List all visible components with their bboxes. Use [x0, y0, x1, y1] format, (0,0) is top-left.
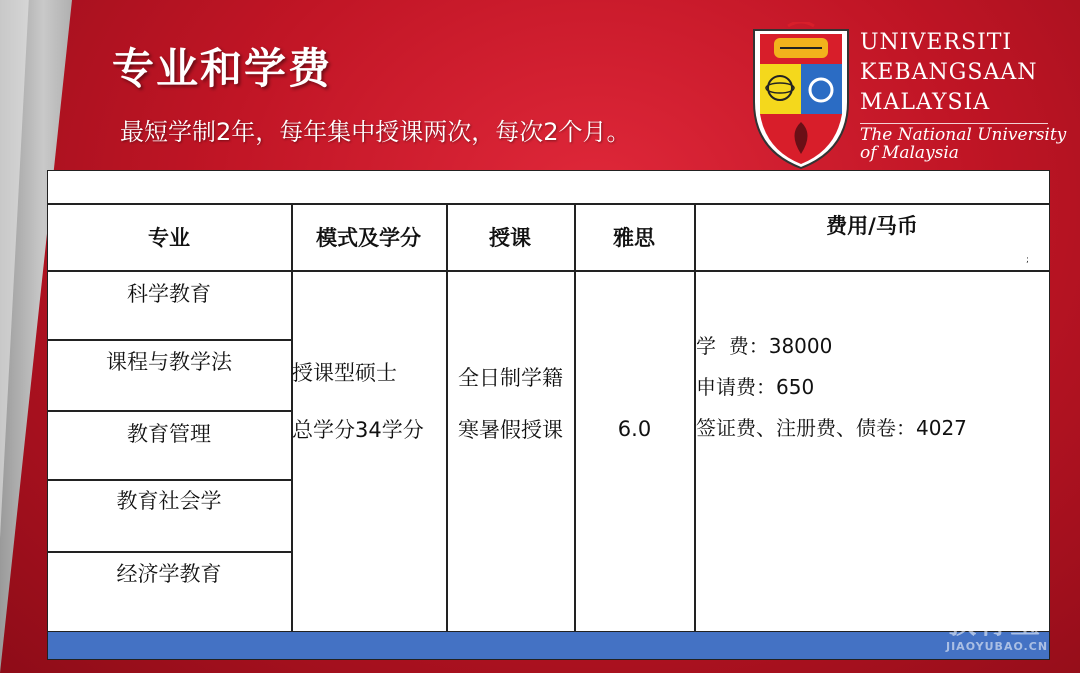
mode-cell: 总学分34学分 — [292, 418, 424, 442]
watermark — [946, 598, 1048, 653]
header-mode: 模式及学分 — [316, 226, 421, 250]
university-tagline: The National University — [860, 125, 1067, 145]
major-cell: 教育社会学 — [116, 489, 222, 513]
university-name-line: UNIVERSITI — [860, 30, 1013, 55]
header-major: 专业 — [148, 226, 190, 250]
fee-line-application: 申请费：650 — [696, 375, 815, 399]
page-subtitle: 最短学制2年，每年集中授课两次，每次2个月。 — [120, 118, 631, 146]
university-name-line: MALAYSIA — [860, 90, 991, 115]
major-cell: 课程与教学法 — [106, 350, 232, 374]
page-title: 专业和学费 — [112, 44, 333, 93]
table-divider — [47, 551, 291, 553]
header-ielts: 雅思 — [613, 226, 655, 250]
fee-line-visa: 签证费、注册费、债卷：4027 — [696, 416, 967, 440]
major-cell: 教育管理 — [127, 422, 211, 446]
table-divider — [47, 410, 291, 412]
table-divider — [47, 270, 1050, 272]
ielts-cell: 6.0 — [617, 417, 652, 441]
table-divider — [47, 479, 291, 481]
major-cell: 经济学教育 — [116, 562, 222, 586]
university-name — [860, 28, 1066, 162]
fees-cell — [696, 326, 967, 449]
watermark-url: JIAOYUBAO.CN — [946, 640, 1049, 653]
teaching-cell: 全日制学籍 — [458, 366, 563, 390]
table-divider — [47, 339, 291, 341]
mode-cell: 授课型硕士 — [292, 361, 397, 385]
header-fees: 费用/马币 — [826, 214, 918, 238]
logo-divider — [860, 123, 1048, 124]
university-tagline: of Malaysia — [860, 143, 959, 163]
teaching-cell: 寒暑假授课 — [458, 418, 563, 442]
fee-line-tuition: 学 费：38000 — [696, 334, 833, 358]
watermark-text: 教育宝 — [946, 606, 1042, 641]
university-name-line: KEBANGSAAN — [860, 60, 1038, 85]
major-cell: 科学教育 — [127, 282, 211, 306]
footer-bar — [48, 632, 1049, 659]
corner-mark: ; — [1026, 255, 1030, 265]
header-teaching: 授课 — [489, 226, 531, 250]
